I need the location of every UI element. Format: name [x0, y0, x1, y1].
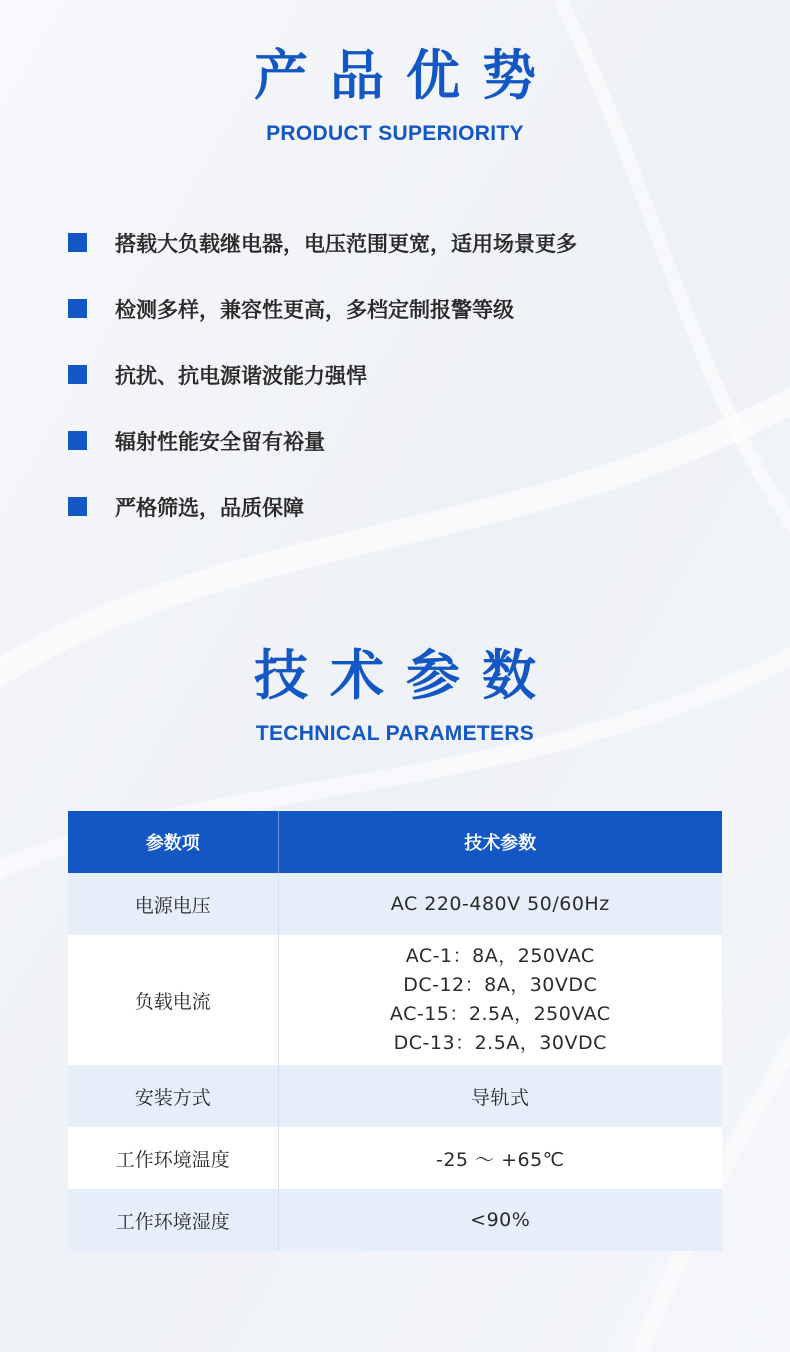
param-value-line: AC-15：2.5A，250VAC — [389, 1003, 611, 1025]
param-value-line: AC-1：8A，250VAC — [405, 945, 595, 967]
feature-text: 辐射性能安全留有裕量 — [115, 429, 325, 454]
feature-item — [68, 292, 748, 325]
param-value: <90% — [278, 1189, 722, 1251]
superiority-subtitle: PRODUCT SUPERIORITY — [266, 122, 524, 145]
table-row — [68, 1189, 722, 1251]
feature-text: 严格筛选，品质保障 — [115, 495, 304, 520]
param-name: 安装方式 — [134, 1086, 211, 1109]
bullet-square-icon — [68, 431, 87, 450]
table-row — [68, 935, 722, 1065]
superiority-title: 产品优势 — [254, 44, 558, 107]
feature-item — [68, 490, 748, 523]
table-row — [68, 1127, 722, 1189]
param-name: 负载电流 — [134, 990, 211, 1013]
feature-text: 搭载大负载继电器，电压范围更宽，适用场景更多 — [115, 231, 577, 256]
table-row — [68, 873, 722, 935]
param-name: 工作环境温度 — [115, 1148, 230, 1171]
bullet-square-icon — [68, 497, 87, 516]
table-header-row — [68, 811, 722, 873]
feature-item — [68, 424, 748, 457]
param-value-line: DC-12：8A，30VDC — [403, 974, 598, 996]
parameters-subtitle: TECHNICAL PARAMETERS — [255, 722, 535, 745]
parameters-title: 技术参数 — [254, 644, 558, 707]
feature-text: 抗扰、抗电源谐波能力强悍 — [115, 363, 367, 388]
column-header-value: 技术参数 — [278, 811, 722, 873]
parameters-table — [68, 811, 722, 1251]
bullet-square-icon — [68, 299, 87, 318]
feature-item — [68, 358, 748, 391]
param-name: 电源电压 — [134, 894, 211, 917]
column-header-param: 参数项 — [68, 811, 278, 873]
table-row — [68, 1065, 722, 1127]
bullet-square-icon — [68, 365, 87, 384]
param-value: 导轨式 — [278, 1065, 722, 1127]
param-value: -25 ～ +65℃ — [278, 1127, 722, 1189]
param-value — [278, 935, 722, 1065]
param-value: AC 220-480V 50/60Hz — [278, 873, 722, 935]
bullet-square-icon — [68, 233, 87, 252]
param-name: 工作环境湿度 — [115, 1210, 230, 1233]
feature-item — [68, 226, 748, 259]
feature-list — [68, 226, 748, 556]
feature-text: 检测多样，兼容性更高，多档定制报警等级 — [115, 297, 514, 322]
param-value-line: DC-13：2.5A，30VDC — [393, 1032, 607, 1054]
